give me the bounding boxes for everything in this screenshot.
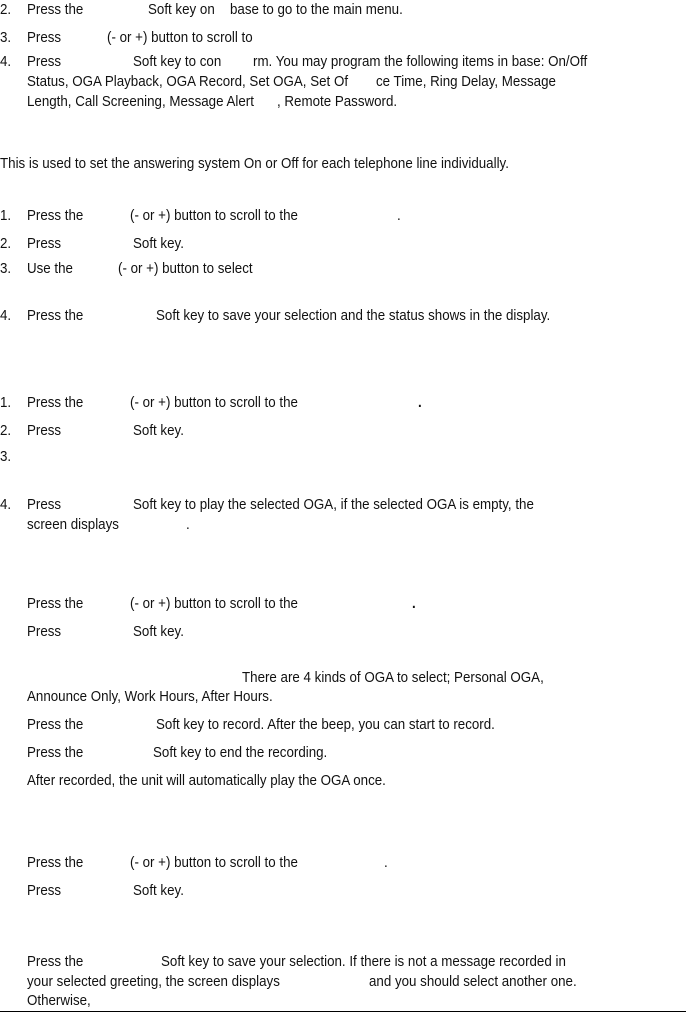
item-number: 2.: [0, 2, 12, 18]
text: and you should select another one.: [369, 974, 577, 990]
item-number: 3.: [0, 30, 12, 46]
text: Soft key to save your selection. If there is not a message recorded in: [161, 954, 566, 970]
text: Length, Call Screening, Message Alert: [27, 94, 254, 110]
text: There are 4 kinds of OGA to select; Personal OGA,: [242, 670, 544, 686]
text: .: [397, 208, 401, 224]
section-intro: This is used to set the answering system On or Off for each telephone line individually.: [0, 156, 509, 172]
text: Soft key.: [133, 236, 184, 252]
item-number: 2.: [0, 423, 12, 439]
text: Soft key to record. After the beep, you can start to record.: [156, 717, 495, 733]
text: Press: [27, 423, 62, 439]
text: .: [418, 395, 422, 411]
text: Soft key to play the selected OGA, if the selected OGA is empty, the: [133, 497, 534, 513]
item-number: 2.: [0, 236, 12, 252]
text: Press the: [27, 745, 84, 761]
text: Use the: [27, 261, 73, 277]
item-number: 4.: [0, 54, 12, 70]
text: Press: [27, 883, 62, 899]
text: Press the: [27, 954, 84, 970]
item-number: 4.: [0, 497, 12, 513]
text: Press: [27, 30, 62, 46]
text: Press the: [27, 2, 84, 18]
text: , Remote Password.: [277, 94, 398, 110]
text: Press: [27, 236, 62, 252]
text: your selected greeting, the screen displays: [27, 974, 280, 990]
text: rm. You may program the following items in base: On/Off: [253, 54, 588, 70]
text: Announce Only, Work Hours, After Hours.: [27, 689, 273, 705]
item-number: 1.: [0, 395, 12, 411]
text: base to go to the main menu.: [230, 2, 403, 18]
text: (- or +) button to scroll to the: [130, 596, 298, 612]
text: .: [186, 517, 190, 533]
text: Press: [27, 624, 62, 640]
text: After recorded, the unit will automatically play the OGA once.: [27, 773, 386, 789]
item-number: 4.: [0, 308, 12, 324]
text: Press the: [27, 596, 84, 612]
item-number: 3.: [0, 261, 12, 277]
text: Soft key to con: [133, 54, 222, 70]
text: Press the: [27, 208, 84, 224]
text: ce Time, Ring Delay, Message: [376, 74, 556, 90]
text: Press the: [27, 308, 84, 324]
text: Press: [27, 54, 62, 70]
text: Status, OGA Playback, OGA Record, Set OGA, Set Of: [27, 74, 349, 90]
text: (- or +) button to scroll to the: [130, 208, 298, 224]
item-number: 1.: [0, 208, 12, 224]
text: (- or +) button to scroll to the: [130, 855, 298, 871]
text: Otherwise,: [27, 993, 91, 1009]
text: Soft key on: [148, 2, 215, 18]
text: (- or +) button to select: [118, 261, 253, 277]
text: Press the: [27, 717, 84, 733]
text: Soft key.: [133, 624, 184, 640]
text: Press: [27, 497, 62, 513]
item-number: 3.: [0, 449, 12, 465]
text: screen displays: [27, 517, 119, 533]
text: Press the: [27, 855, 84, 871]
text: Soft key.: [133, 423, 184, 439]
text: (- or +) button to scroll to the: [130, 395, 298, 411]
text: Soft key.: [133, 883, 184, 899]
text: Soft key to end the recording.: [153, 745, 328, 761]
text: Press the: [27, 395, 84, 411]
text: (- or +) button to scroll to: [107, 30, 253, 46]
text: Soft key to save your selection and the status shows in the display.: [156, 308, 551, 324]
text: .: [384, 855, 388, 871]
text: .: [412, 596, 416, 612]
page-bottom-rule: [0, 1011, 686, 1012]
